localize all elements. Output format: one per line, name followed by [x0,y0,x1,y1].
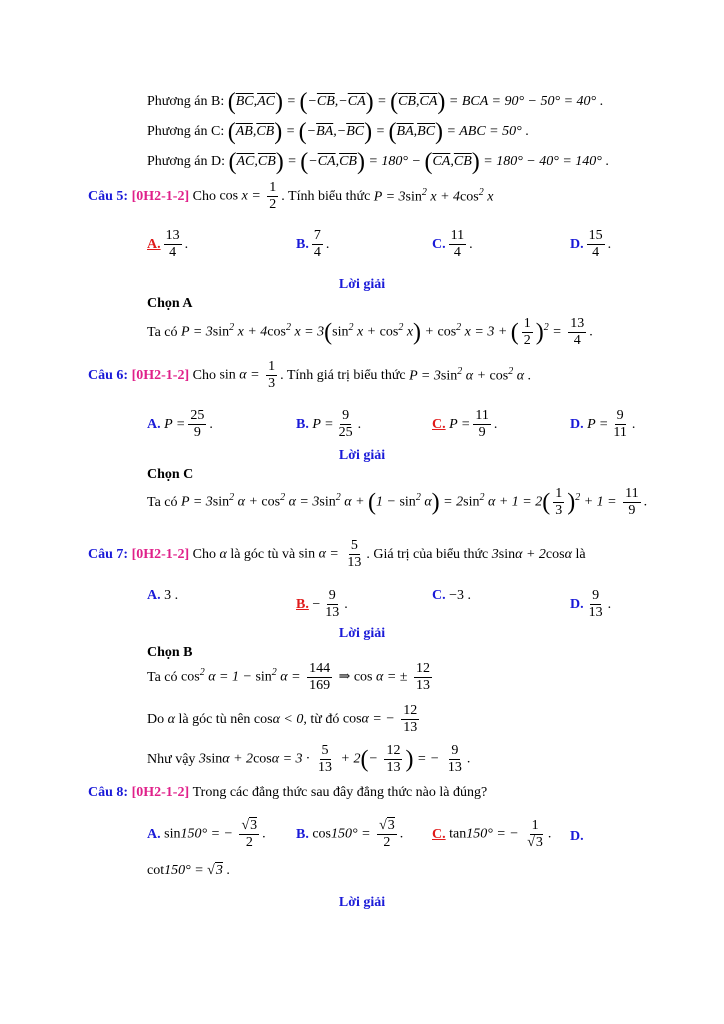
q6-answer-b[interactable]: B. P = $\frac{9}{25}$ . [296,408,362,440]
q7-answer-d[interactable]: D. $\frac{9}{13}$ . [570,588,612,620]
q5-choice: Chọn A [147,296,193,311]
q5-given-text: Cho [192,188,216,204]
q7-solution-line-3: Như vậy 3sinα + 2cosα = 3 · $\frac{5}{13}$ + 2(− $\frac{12}{13}$ ) = − $\frac{9}{13}$ . [147,743,471,775]
q5-answer-c-letter: C. [432,236,446,252]
q7-answer-c[interactable]: C. −3 . [432,588,472,603]
q7-answer-b[interactable]: B. − $\frac{9}{13}$ . [296,588,348,620]
q8-question [88,785,487,801]
q5-condition: cos x = $\frac{1}{2}$ [219,180,277,212]
q4-option-c-label: Phương án C: [147,124,225,139]
q5-answer-d-letter: D. [570,236,584,252]
q8-answer-c[interactable]: C. tan150° = − $\frac{1}{√3}$ . [432,818,552,850]
q4-option-b-label: Phương án B: [147,94,225,109]
q7-expression: 3sinα + 2cosα [491,546,572,562]
q6-question: Câu 6: [0H2-1-2] Cho sin α = $\frac{1}{3}$ . Tính giá trị biểu thức $P = 3\sin^2$ $\alpha + \cos^2 \alpha$ . [88,359,532,391]
q5-task-text: . Tính biểu thức [281,188,371,204]
q5-answer-c[interactable]: C. $\frac{11}{4}$ . [432,228,473,260]
q5-answer-a[interactable]: A. $\frac{13}{4}$ . [147,228,189,260]
q4-option-c-formula: $(\overline{AB},\overline{CB}) = (-\overline{BA},-\overline{BC}) = (\overline{BA},\overline{BC})$ = ABC = 50° . [227,119,529,145]
q6-answer-c[interactable]: C. P = $\frac{11}{9}$ . [432,408,498,440]
q6-answer-d[interactable]: D. P = $\frac{9}{11}$ . [570,408,636,440]
q6-solution-line: Ta có $P = 3\sin^2$ $\alpha + \cos^2 \alpha = 3\sin^2$ $\alpha + (1 - \sin^2 \alpha) = 2\sin^2$ α + 1 = 2( $\frac{1}{3}$ )$^2$ + 1 = $\frac{11}{9}$ . [147,486,648,518]
q5-solution-title: Lời giải [338,277,386,292]
q4-option-d-line [147,150,609,174]
q7-label: Câu 7: [88,546,129,562]
q8-answer-d-formula: cot150° = √3 . [147,863,230,878]
q4-option-d-label: Phương án D: [147,154,225,169]
q5-tag: [0H2-1-2] [131,188,190,204]
q8-solution-title: Lời giải [338,895,386,910]
q6-condition: sin α = $\frac{1}{3}$ [219,359,276,391]
q7-question: Câu 7: [0H2-1-2] Cho α là góc tù và sin α = $\frac{5}{13}$ . Giá trị của biểu thức 3sinα + 2cosα là [88,538,586,570]
q7-solution-title: Lời giải [338,626,386,641]
q8-text: Trong các đẳng thức sau đây đẳng thức nào là đúng? [192,785,488,800]
q5-answer-a-letter: A. [147,236,161,252]
q4-option-d-formula: $(\overline{AC},\overline{CB}) = (-\overline{CA},\overline{CB}) = 180^\circ - (\overline{CA},\overline{CB}) = 180^\circ - 40^\circ = 140^\circ$ . [228,149,609,175]
q5-answer-b-letter: B. [296,236,309,252]
q8-label: Câu 8: [88,785,129,800]
q5-label: Câu 5: [88,188,129,204]
q7-solution-line-1: Ta có $\cos^2 \alpha = 1 - \sin^2 \alpha$ = $\frac{144}{169}$ ⇒ cos α = ± $\frac{12}{13}$ [147,661,430,693]
q8-tag: [0H2-1-2] [131,785,190,800]
q6-choice: Chọn C [147,467,194,482]
q7-answer-a[interactable]: A. 3 . [147,588,179,603]
q4-option-b-formula: $(\overline{BC},\overline{AC}) = (-\overline{CB},-\overline{CA}) = (\overline{CB},\overline{CA})$ = BCA = 90° − 50° = 40° . [227,89,604,115]
q8-answer-a[interactable]: A. sin150° = − $\frac{√3}{2}$ . [147,818,266,850]
q7-condition: sin α = $\frac{5}{13}$ [298,538,362,570]
q6-answer-a[interactable]: A. P = $\frac{25}{9}$ . [147,408,213,440]
q5-question [88,180,493,213]
q6-solution-title: Lời giải [338,448,386,463]
q4-option-c-line [147,120,529,144]
q5-answer-d[interactable]: D. $\frac{15}{4}$ . [570,228,612,260]
q6-expression: $P = 3\sin^2$ $\alpha + \cos^2 \alpha$ . [409,366,532,384]
q7-solution-line-2: Do α là góc tù nên cosα < 0 , từ đó cosα = − $\frac{12}{13}$ [147,703,418,735]
q5-expression: $P = 3\sin^2$ $x + 4\cos^2$ x [373,187,494,205]
q4-option-b-line [147,90,603,114]
q5-solution-line: Ta có $P = 3\sin^2$ $x + 4\cos^2$ $x = 3(\sin^2$ $x + \cos^2 x) + \cos^2 x = 3$ + ( $\frac{1}{2}$ )$^2$ = $\frac{13}{4}$ . [147,316,593,348]
q7-choice: Chọn B [147,645,193,660]
q5-answer-b[interactable]: B. $\frac{7}{4}$ . [296,228,330,260]
q6-tag: [0H2-1-2] [131,367,190,383]
q8-answer-b[interactable]: B. cos150° = $\frac{√3}{2}$ . [296,818,404,850]
q6-label: Câu 6: [88,367,129,383]
q7-tag: [0H2-1-2] [131,546,190,562]
q8-answer-d[interactable]: D. [570,829,584,844]
